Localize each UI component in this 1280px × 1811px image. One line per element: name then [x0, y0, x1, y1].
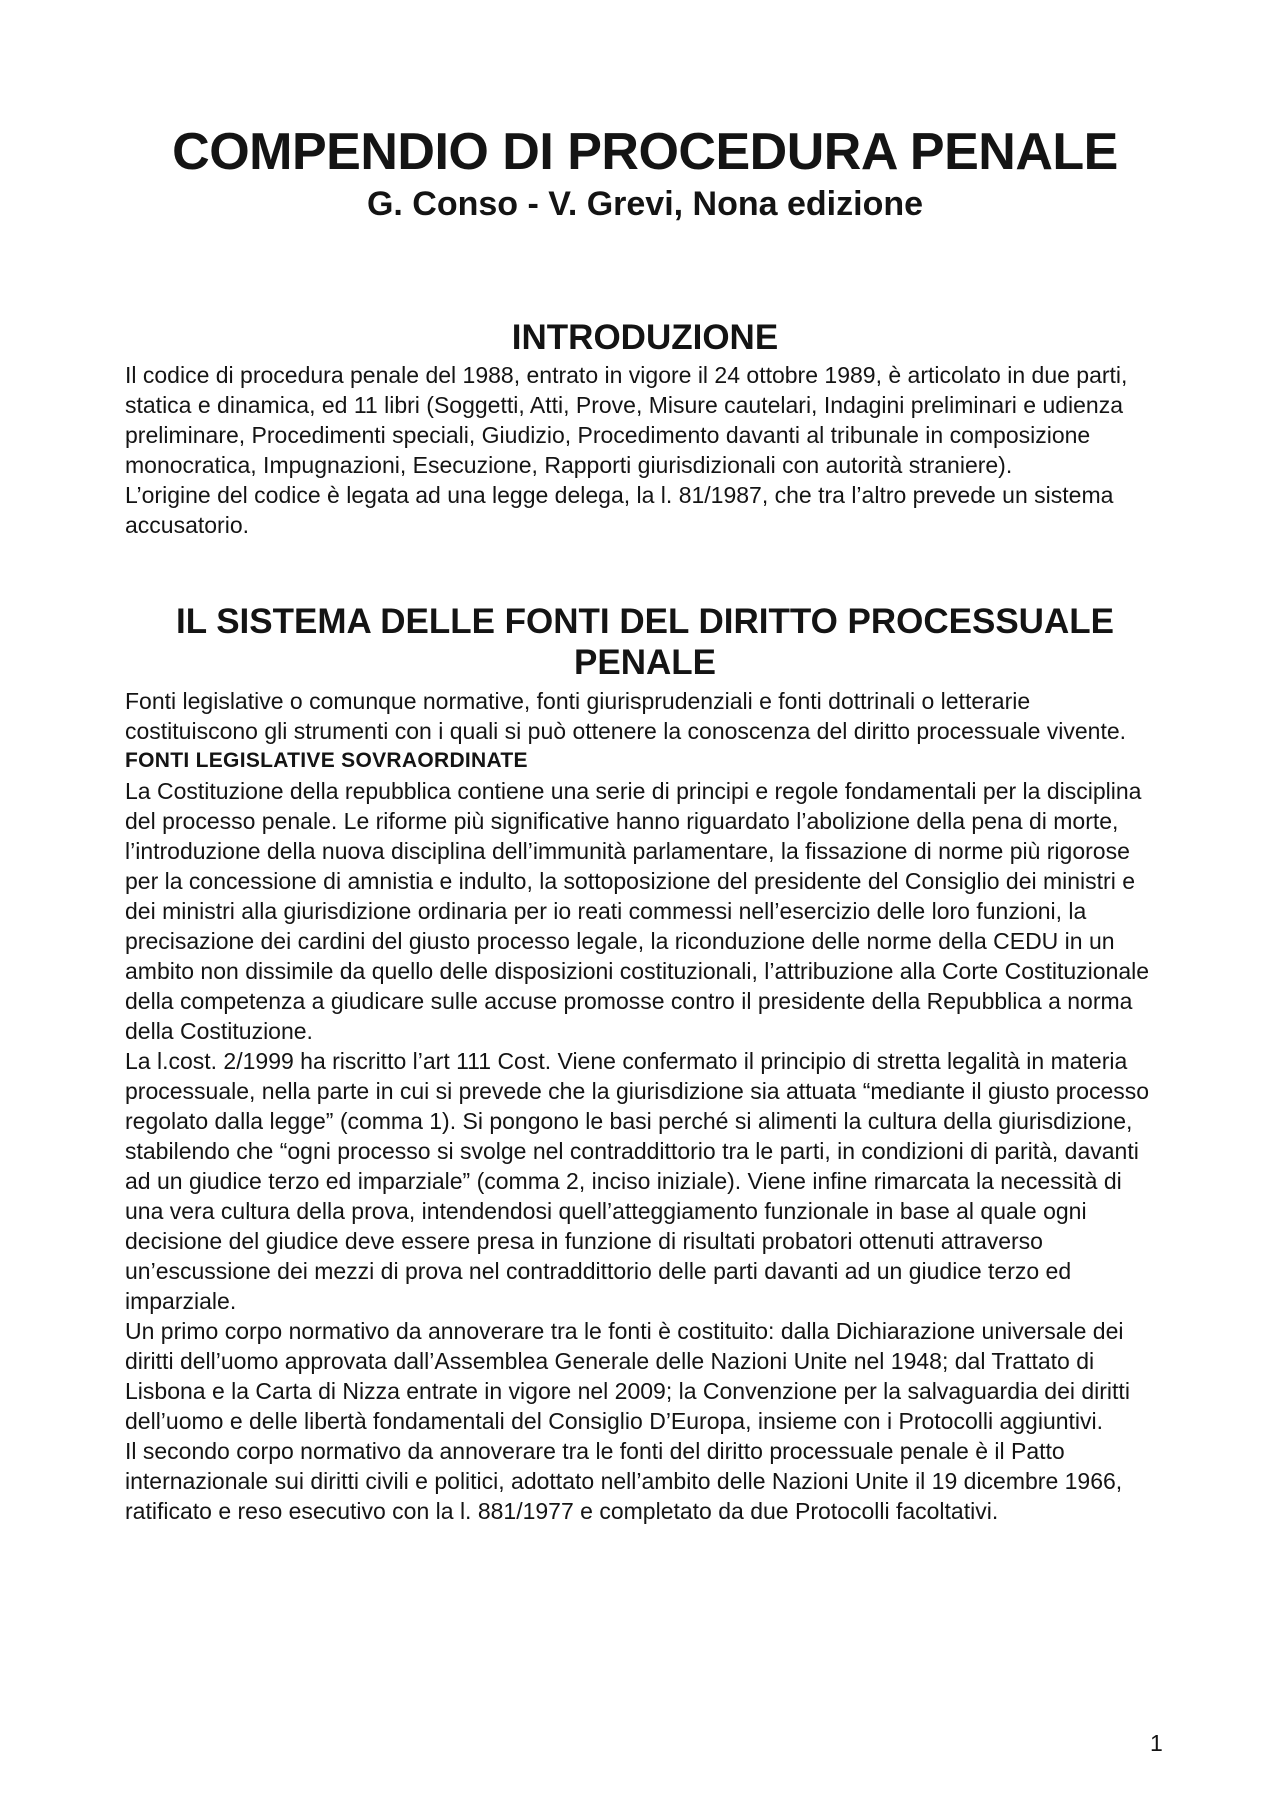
- document-title: COMPENDIO DI PROCEDURA PENALE: [172, 123, 1118, 181]
- paragraph: La l.cost. 2/1999 ha riscritto l’art 111 Cost. Viene confermato il principio di stretta legalità in materia processuale, nella parte in cui si prevede che la giurisdizione sia attuata “mediante il giusto processo regolato dalla legge” (comma 1). Si pongono le basi perché si alimenti la cultura della giurisdizione, stabilendo che “ogni processo si svolge nel contraddittorio tra le parti, in condizioni di parità, davanti ad un giudice terzo ed imparziale” (comma 2, inciso iniziale). Viene infine rimarcata la necessità di una vera cultura della prova, intendendosi quell’atteggiamento funzionale in base al quale ogni decisione del giudice deve essere presa in funzione di risultati probatori ottenuti attraverso un’escussione dei mezzi di prova nel contraddittorio delle parti davanti ad un giudice terzo ed imparziale.: [125, 1048, 1150, 1314]
- section-body-introduzione: [125, 360, 1165, 540]
- paragraph: Il codice di procedura penale del 1988, entrato in vigore il 24 ottobre 1989, è articolato in due parti, statica e dinamica, ed 11 libri (Soggetti, Atti, Prove, Misure cautelari, Indagini preliminari e udienza preliminare, Procedimenti speciali, Giudizio, Procedimento davanti al tribunale in composizione monocratica, Impugnazioni, Esecuzione, Rapporti giurisdizionali con autorità straniere).: [125, 362, 1128, 478]
- paragraph: La Costituzione della repubblica contiene una serie di principi e regole fondamentali per la disciplina del processo penale. Le riforme più significative hanno riguardato l’abolizione della pena di morte, l’introduzione della nuova disciplina dell’immunità parlamentare, la fissazione di norme più rigorose per la concessione di amnistia e indulto, la sottoposizione del presidente del Consiglio dei ministri e dei ministri alla giurisdizione ordinaria per io reati commessi nell’esercizio delle loro funzioni, la precisazione dei cardini del giusto processo legale, la riconduzione delle norme della CEDU in un ambito non dissimile da quello delle disposizioni costituzionali, l’attribuzione alla Corte Costituzionale della competenza a giudicare sulle accuse promosse contro il presidente della Repubblica a norma della Costituzione.: [125, 778, 1150, 1044]
- section-heading-fonti: IL SISTEMA DELLE FONTI DEL DIRITTO PROCESSUALE PENALE: [176, 602, 1114, 682]
- page-number: 1: [1150, 1730, 1163, 1756]
- document-subtitle: G. Conso - V. Grevi, Nona edizione: [366, 185, 924, 223]
- paragraph: Il secondo corpo normativo da annoverare tra le fonti del diritto processuale penale è il Patto internazionale sui diritti civili e politici, adottato nell’ambito delle Nazioni Unite il 19 dicembre 1966, ratificato e reso esecutivo con la l. 881/1977 e completato da due Protocolli facoltativi.: [125, 1438, 1123, 1524]
- section-heading-introduzione: INTRODUZIONE: [511, 318, 779, 357]
- section-body-fonti: [125, 686, 1165, 1526]
- subheading-fonti-sovraordinate: FONTI LEGISLATIVE SOVRAORDINATE: [125, 749, 528, 772]
- paragraph: L’origine del codice è legata ad una legge delega, la l. 81/1987, che tra l’altro prevede un sistema accusatorio.: [125, 482, 1114, 538]
- paragraph: Fonti legislative o comunque normative, fonti giurisprudenziali e fonti dottrinali o letterarie costituiscono gli strumenti con i quali si può ottenere la conoscenza del diritto processuale vivente.: [125, 688, 1127, 744]
- paragraph: Un primo corpo normativo da annoverare tra le fonti è costituito: dalla Dichiarazione universale dei diritti dell’uomo approvata dall’Assemblea Generale delle Nazioni Unite nel 1948; dal Trattato di Lisbona e la Carta di Nizza entrate in vigore nel 2009; la Convenzione per la salvaguardia dei diritti dell’uomo e delle libertà fondamentali del Consiglio D’Europa, insieme con i Protocolli aggiuntivi.: [125, 1318, 1130, 1434]
